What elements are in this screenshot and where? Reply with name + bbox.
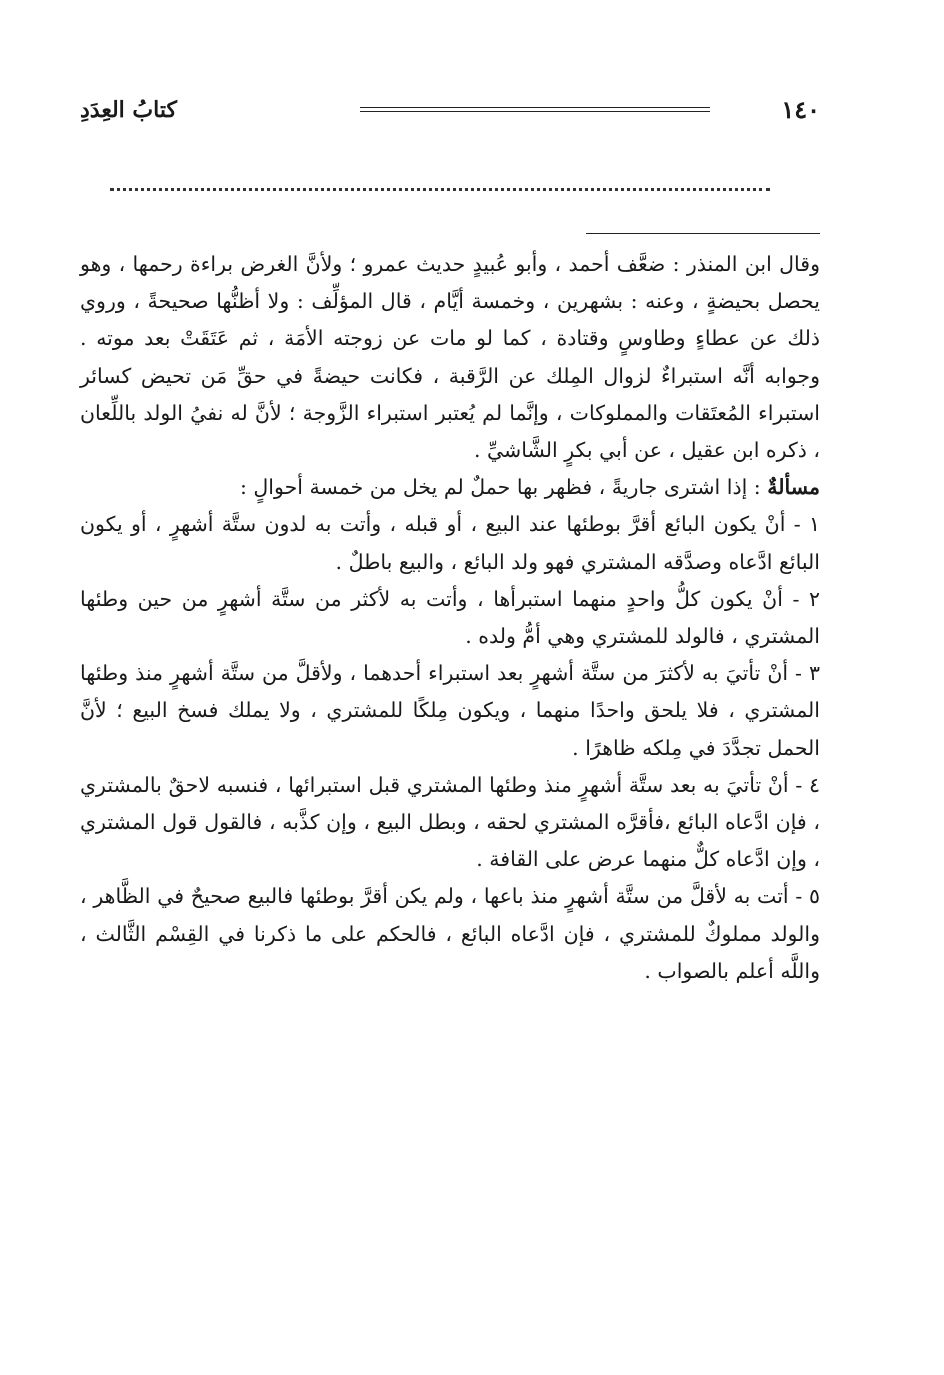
case-1: ١ - أنْ يكون البائع أقرَّ بوطئها عند البيع ، أو قبله ، وأتت به لدون ستَّة أشهرٍ ، أو يكون البائع ادَّعاه وصدَّقه المشتري فهو ولد البائع ، والبيع باطلٌ . [80, 512, 820, 574]
case-4: ٤ - أنْ تأتيَ به بعد ستَّة أشهرٍ منذ وطئها المشتري قبل استبرائها ، فنسبه لاحقٌ بالمشتري ، فإن ادَّعاه البائع ،فأقرَّه المشتري لحقه ، وبطل البيع ، وإن كذَّبه ، فالقول قول المشتري ، وإن ادَّعاه كلٌّ منهما عرض على القافة . [80, 772, 820, 872]
case-5: ٥ - أتت به لأقلَّ من ستَّة أشهرٍ منذ باعها ، ولم يكن أقرَّ بوطئها فالبيع صحيحٌ في الظَّاهر ، والولد مملوكٌ للمشتري ، فإن ادَّعاه البائع ، فالحكم على ما ذكرنا في القِسْم الثَّالث ، واللَّه أعلم بالصواب . [80, 884, 820, 983]
page-number: ١٤٠ [781, 95, 820, 124]
book-title: كتابُ العِدَدِ [80, 97, 177, 123]
main-text [80, 246, 820, 990]
paragraph-opening: وقال ابن المنذر : ضعَّف أحمد ، وأبو عُبيدٍ حديث عمرو ؛ ولأنَّ الغرض براءة رحمها ، وهو يحصل بحيضةٍ ، وعنه : بشهرين ، وخمسة أيَّام ، قال المؤلِّف : ولا أظنُّها صحيحةً ، وروي ذلك عن عطاءٍ وطاوسٍ وقتادة ، كما لو مات عن زوجته الأمَة ، ثم عَتَقَتْ بعد موته . وجوابه أنَّه استبراءٌ لزوال المِلك عن الرَّقبة ، فكانت حيضةً في حقِّ مَن تحيض كسائر استبراء المُعتَقات والمملوكات ، وإنَّما لم يُعتبر استبراء الزَّوجة ؛ لأنَّ له نفيُ الولد باللِّعان ، ذكره ابن عقيل ، عن أبي بكرٍ الشَّاشيِّ . [80, 252, 820, 463]
case-2: ٢ - أنْ يكون كلُّ واحدٍ منهما استبرأها ، وأتت به لأكثر من ستَّة أشهرٍ من حين وطئها المشتري ، فالولد للمشتري وهي أمُّ ولده . [80, 586, 820, 649]
dotted-separator [110, 188, 770, 191]
page-header [80, 90, 820, 130]
masala-text: : إذا اشترى جاريةً ، فظهر بها حملٌ لم يخل من خمسة أحوالٍ : [239, 475, 761, 500]
case-3: ٣ - أنْ تأتيَ به لأكثرَ من ستَّة أشهرٍ بعد استبراء أحدهما ، ولأقلَّ من ستَّة أشهرٍ منذ وطئها المشتري ، فلا يلحق واحدًا منهما ، ويكون مِلكًا للمشتري ، ولا يملك فسخ البيع ؛ لأنَّ الحمل تجدَّدَ في مِلكه ظاهرًا . [80, 661, 820, 760]
masala-paragraph [80, 469, 820, 506]
masala-label: مسألةٌ [767, 475, 820, 500]
header-rule [360, 107, 710, 112]
separator-rule [586, 233, 820, 234]
